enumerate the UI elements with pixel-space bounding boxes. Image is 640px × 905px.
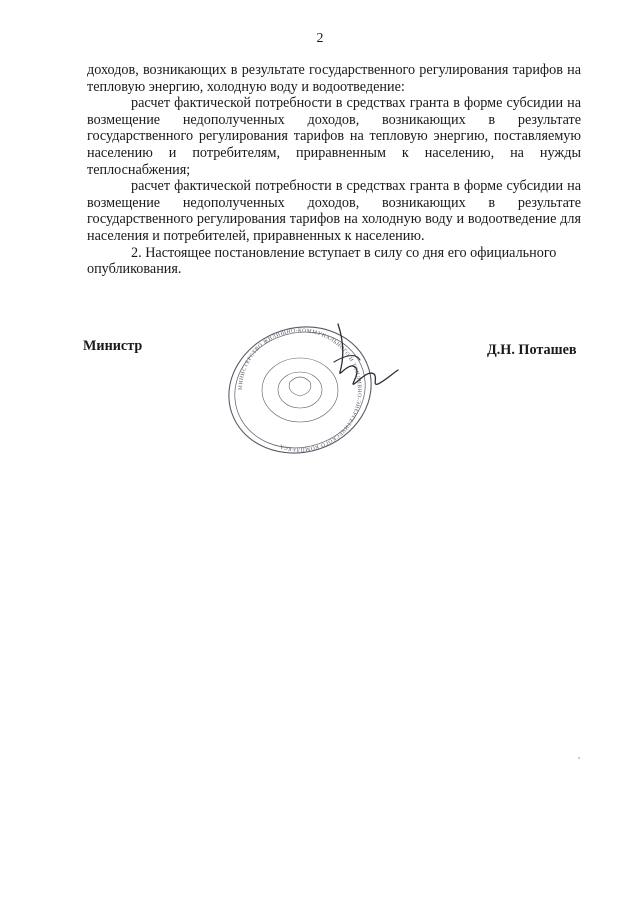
paragraph-1: доходов, возникающих в результате государственного регулирования тарифов на тепловую энергию, холодную воду и водоотведение:	[87, 62, 581, 95]
paragraph-4: 2. Настоящее постановление вступает в силу со дня его официального опубликования.	[87, 244, 557, 278]
signatory-title: Министр	[83, 338, 143, 354]
paragraph-3: расчет фактической потребности в средствах гранта в форме субсидии на возмещение недополученных доходов, возникающих в результате государственного регулирования тарифов на холодную воду и водоотведение для населения и потребителей, приравненных к населению.	[87, 178, 581, 244]
official-seal-icon	[220, 312, 400, 462]
paragraph-2: расчет фактической потребности в средствах гранта в форме субсидии на возмещение недополученных доходов, возникающих в результате государственного регулирования тарифов на тепловую энергию, поставляемую населению и потребителям, приравненным к населению, на нужды теплоснабжения;	[87, 95, 581, 178]
svg-text:МИНИСТЕРСТВО ЖИЛИЩНО-КОММУНАЛЬ: МИНИСТЕРСТВО ЖИЛИЩНО-КОММУНАЛЬНОГО И ТОПЛИВНО-ЭНЕРГЕТИЧЕСКОГО КОМПЛЕКСА	[237, 327, 363, 453]
signatory-name: Д.Н. Поташев	[487, 342, 577, 358]
scan-speck	[578, 757, 580, 759]
page-number: 2	[316, 31, 324, 46]
